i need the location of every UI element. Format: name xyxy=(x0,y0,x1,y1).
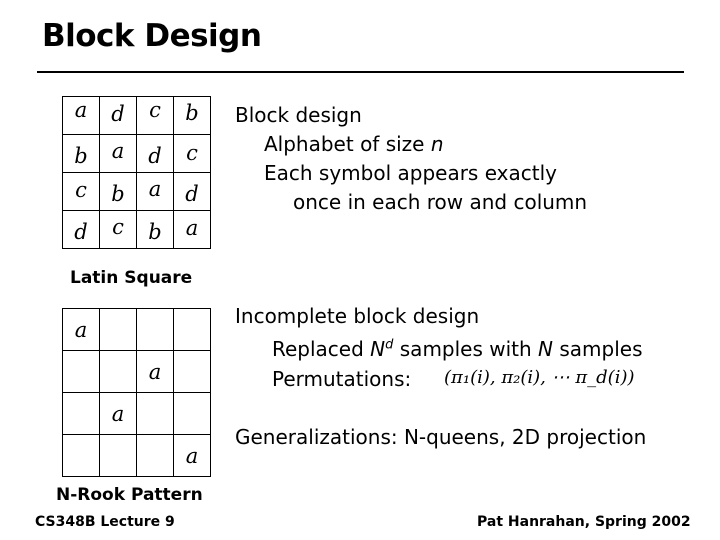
cell-symbol: c xyxy=(149,97,161,122)
alphabet-size-var: n xyxy=(430,132,444,156)
cell-symbol: a xyxy=(74,97,88,122)
grid-row xyxy=(63,211,211,249)
cell-symbol: c xyxy=(186,140,198,165)
grid-cell xyxy=(63,435,100,477)
cell-symbol: a xyxy=(185,443,199,468)
grid-cell xyxy=(63,393,100,435)
block-design-heading: Block design xyxy=(235,103,362,127)
cell-symbol: c xyxy=(112,214,124,239)
grid-cell xyxy=(174,309,211,351)
cell-symbol: a xyxy=(74,317,88,342)
generalizations-line: Generalizations: N-queens, 2D projection xyxy=(235,425,647,449)
grid-cell xyxy=(63,97,100,135)
grid-cell xyxy=(174,135,211,173)
grid-row xyxy=(63,351,211,393)
grid-cell xyxy=(174,97,211,135)
grid-cell xyxy=(63,173,100,211)
cell-symbol: d xyxy=(74,219,88,244)
replaced-suffix: samples xyxy=(553,337,643,361)
grid-cell xyxy=(174,211,211,249)
cell-symbol: a xyxy=(111,401,125,426)
grid-cell xyxy=(174,351,211,393)
cell-symbol: a xyxy=(185,215,199,240)
replaced-var2: N xyxy=(538,337,554,361)
cell-symbol: b xyxy=(74,143,88,168)
incomplete-block-heading: Incomplete block design xyxy=(235,304,480,328)
grid-cell xyxy=(100,211,137,249)
cell-symbol: b xyxy=(148,219,162,244)
grid-row xyxy=(63,393,211,435)
cell-symbol: c xyxy=(75,177,87,202)
grid-cell xyxy=(100,173,137,211)
grid-row xyxy=(63,435,211,477)
grid-cell xyxy=(100,97,137,135)
permutations-label: Permutations: xyxy=(272,367,412,391)
grid-row xyxy=(63,97,211,135)
replaced-samples-line xyxy=(272,337,643,361)
cell-symbol: b xyxy=(111,181,125,206)
grid-cell xyxy=(137,135,174,173)
grid-cell xyxy=(63,351,100,393)
grid-cell xyxy=(100,351,137,393)
latin-square-grid xyxy=(62,96,211,249)
grid-cell xyxy=(137,435,174,477)
grid-cell xyxy=(100,393,137,435)
symbol-appears-line: Each symbol appears exactly xyxy=(264,161,557,185)
cell-symbol: a xyxy=(148,359,162,384)
cell-symbol: b xyxy=(185,100,199,125)
grid-cell xyxy=(137,97,174,135)
replaced-sup: d xyxy=(385,337,394,353)
grid-cell xyxy=(100,435,137,477)
grid-cell xyxy=(137,393,174,435)
title-divider xyxy=(37,71,684,73)
grid-cell xyxy=(137,351,174,393)
grid-cell xyxy=(174,435,211,477)
grid-cell xyxy=(137,211,174,249)
cell-symbol: d xyxy=(148,143,162,168)
latin-square-caption: Latin Square xyxy=(70,268,193,288)
alphabet-size-text: Alphabet of size xyxy=(264,132,431,156)
replaced-prefix: Replaced xyxy=(272,337,371,361)
grid-cell xyxy=(137,309,174,351)
cell-symbol: a xyxy=(148,176,162,201)
n-rook-grid xyxy=(62,308,211,477)
grid-cell xyxy=(63,135,100,173)
row-column-line: once in each row and column xyxy=(293,190,588,214)
grid-cell xyxy=(100,309,137,351)
grid-cell xyxy=(63,211,100,249)
replaced-mid: samples with xyxy=(393,337,539,361)
grid-cell xyxy=(174,173,211,211)
grid-row xyxy=(63,173,211,211)
permutations-formula: (π₁(i), π₂(i), ⋯ π_d(i)) xyxy=(444,367,635,388)
grid-row xyxy=(63,309,211,351)
slide-title: Block Design xyxy=(42,18,262,54)
grid-cell xyxy=(174,393,211,435)
alphabet-size-line xyxy=(264,132,444,156)
n-rook-caption: N-Rook Pattern xyxy=(56,485,203,505)
grid-cell xyxy=(63,309,100,351)
grid-cell xyxy=(137,173,174,211)
footer-lecture: CS348B Lecture 9 xyxy=(35,514,175,530)
cell-symbol: a xyxy=(111,138,125,163)
cell-symbol: d xyxy=(111,101,125,126)
grid-cell xyxy=(100,135,137,173)
grid-row xyxy=(63,135,211,173)
footer-author: Pat Hanrahan, Spring 2002 xyxy=(477,514,691,530)
replaced-var: N xyxy=(370,337,386,361)
cell-symbol: d xyxy=(185,181,199,206)
